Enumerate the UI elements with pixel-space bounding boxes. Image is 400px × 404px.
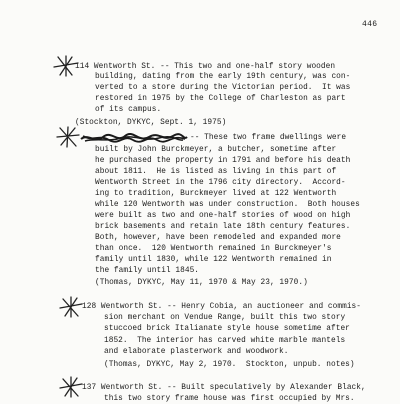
text-line: Both, however, have been remodeled and expanded more: [95, 234, 341, 242]
text-line: brick basements and retain late 18th century features.: [95, 223, 351, 231]
asterisk-mark-icon: [52, 55, 80, 77]
asterisk-mark-icon: [58, 376, 84, 398]
text-line: he purchased the property in 1791 and before his death: [95, 157, 351, 165]
text-line: 137 Wentworth St. -- Built speculatively by Alexander Black,: [82, 384, 366, 392]
text-line: building, dating from the early 19th century, was con-: [95, 73, 351, 81]
text-line: family until 1830, while 122 Wentworth remained in: [95, 256, 332, 264]
text-line: than once. 120 Wentworth remained in Burckmeyer's: [95, 245, 332, 253]
handwritten-scribble: [79, 131, 189, 145]
text-line: verted to a store during the Victorian period. It was: [95, 84, 351, 92]
page-number: 446: [362, 20, 378, 29]
asterisk-mark-icon: [55, 126, 81, 148]
asterisk-mark-icon: [58, 296, 84, 318]
text-line: 1852. The interior has carved white marble mantels: [104, 337, 346, 345]
text-line: of its campus.: [95, 106, 162, 114]
text-line: stuccoed brick Italianate style house sometime after: [104, 325, 350, 333]
text-line: restored in 1975 by the College of Charleston as part: [95, 95, 346, 103]
text-line: this two story frame house was first occupied by Mrs.: [104, 395, 355, 403]
citation-line: (Stockton, DYKYC, Sept. 1, 1975): [75, 119, 227, 127]
text-line: built by John Burckmeyer, a butcher, sometime after: [95, 146, 337, 154]
text-line: ing to tradition, Burckmeyer lived at 122 Wentworth: [95, 190, 337, 198]
text-line: 114 Wentworth St. -- This two and one-half story wooden: [75, 63, 336, 71]
text-line: while 120 Wentworth was under construction. Both houses: [95, 201, 360, 209]
text-line: Wentworth Street in the 1796 city directory. Accord-: [95, 179, 346, 187]
citation-line: (Thomas, DYKYC, May 11, 1970 & May 23, 1970.): [95, 279, 308, 287]
text-line: sion merchant on Vendue Range, built this two story: [104, 314, 346, 322]
text-line: 128 Wentworth St. -- Henry Cobia, an auctioneer and commis-: [82, 303, 362, 311]
text-line: about 1811. He is listed as living in this part of: [95, 168, 337, 176]
citation-line: (Thomas, DYKYC, May 2, 1970. Stockton, unpub. notes): [104, 361, 355, 369]
text-line: and elaborate plasterwork and woodwork.: [104, 348, 289, 356]
text-line: -- These two frame dwellings were: [190, 134, 347, 142]
text-line: were built as two and one-half stories of wood on high: [95, 212, 351, 220]
text-line: the family until 1845.: [95, 267, 200, 275]
